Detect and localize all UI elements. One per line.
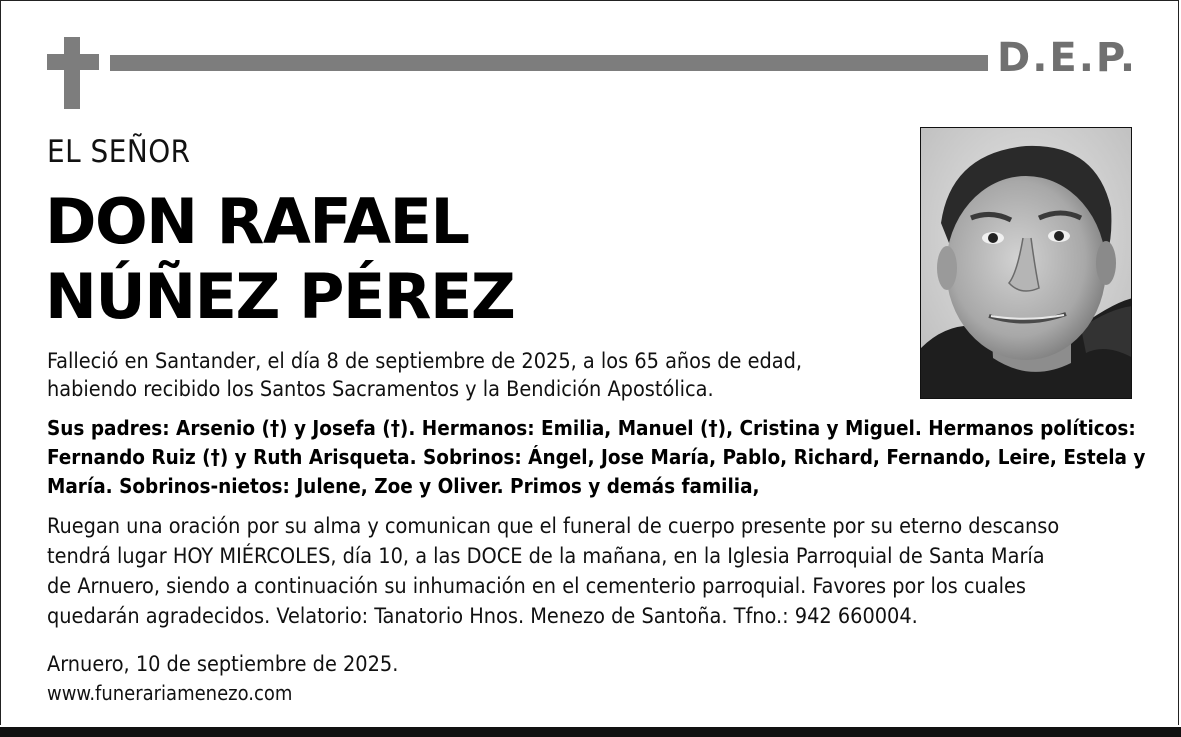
- funeral-details: [47, 512, 1147, 632]
- family-list-line-1: Sus padres: Arsenio (†) y Josefa (†). Hermanos: Emilia, Manuel (†), Cristina y Miguel. Hermanos políticos:: [47, 416, 1136, 440]
- deceased-name-line-2: NÚÑEZ PÉREZ: [45, 260, 515, 333]
- deceased-name-line-1: DON RAFAEL: [45, 185, 469, 258]
- header-rule: [110, 55, 988, 71]
- place-date: Arnuero, 10 de septiembre de 2025.: [47, 652, 399, 677]
- family-list: [47, 414, 1146, 501]
- funeral-details-line-4: quedarán agradecidos. Velatorio: Tanatorio Hnos. Menezo de Santoña. Tfno.: 942 660004.: [47, 604, 918, 629]
- family-list-line-3: María. Sobrinos-nietos: Julene, Zoe y Oliver. Primos y demás familia,: [47, 474, 760, 498]
- honorific-title: EL SEÑOR: [47, 134, 191, 170]
- funeral-details-line-2: tendrá lugar HOY MIÉRCOLES, día 10, a las DOCE de la mañana, en la Iglesia Parroquial de Santa María: [47, 544, 1045, 569]
- funeral-details-line-1: Ruegan una oración por su alma y comunican que el funeral de cuerpo presente por su eterno descanso: [47, 514, 1060, 539]
- death-announcement: [47, 348, 877, 404]
- death-announcement-line-2: habiendo recibido los Santos Sacramentos y la Bendición Apostólica.: [47, 377, 714, 402]
- website-link[interactable]: www.funerariamenezo.com: [47, 681, 293, 705]
- funeral-details-line-3: de Arnuero, siendo a continuación su inhumación en el cementerio parroquial. Favores por los cuales: [47, 574, 1027, 599]
- bottom-bar: [0, 727, 1181, 737]
- dep-label: D.E.P.: [997, 35, 1138, 81]
- portrait-photo: [920, 127, 1132, 399]
- deceased-name: [45, 184, 845, 334]
- cross-icon: [47, 37, 99, 109]
- death-announcement-line-1: Falleció en Santander, el día 8 de septiembre de 2025, a los 65 años de edad,: [47, 349, 803, 374]
- family-list-line-2: Fernando Ruiz (†) y Ruth Arisqueta. Sobrinos: Ángel, Jose María, Pablo, Richard, Fernando, Leire, Estela y: [47, 445, 1146, 469]
